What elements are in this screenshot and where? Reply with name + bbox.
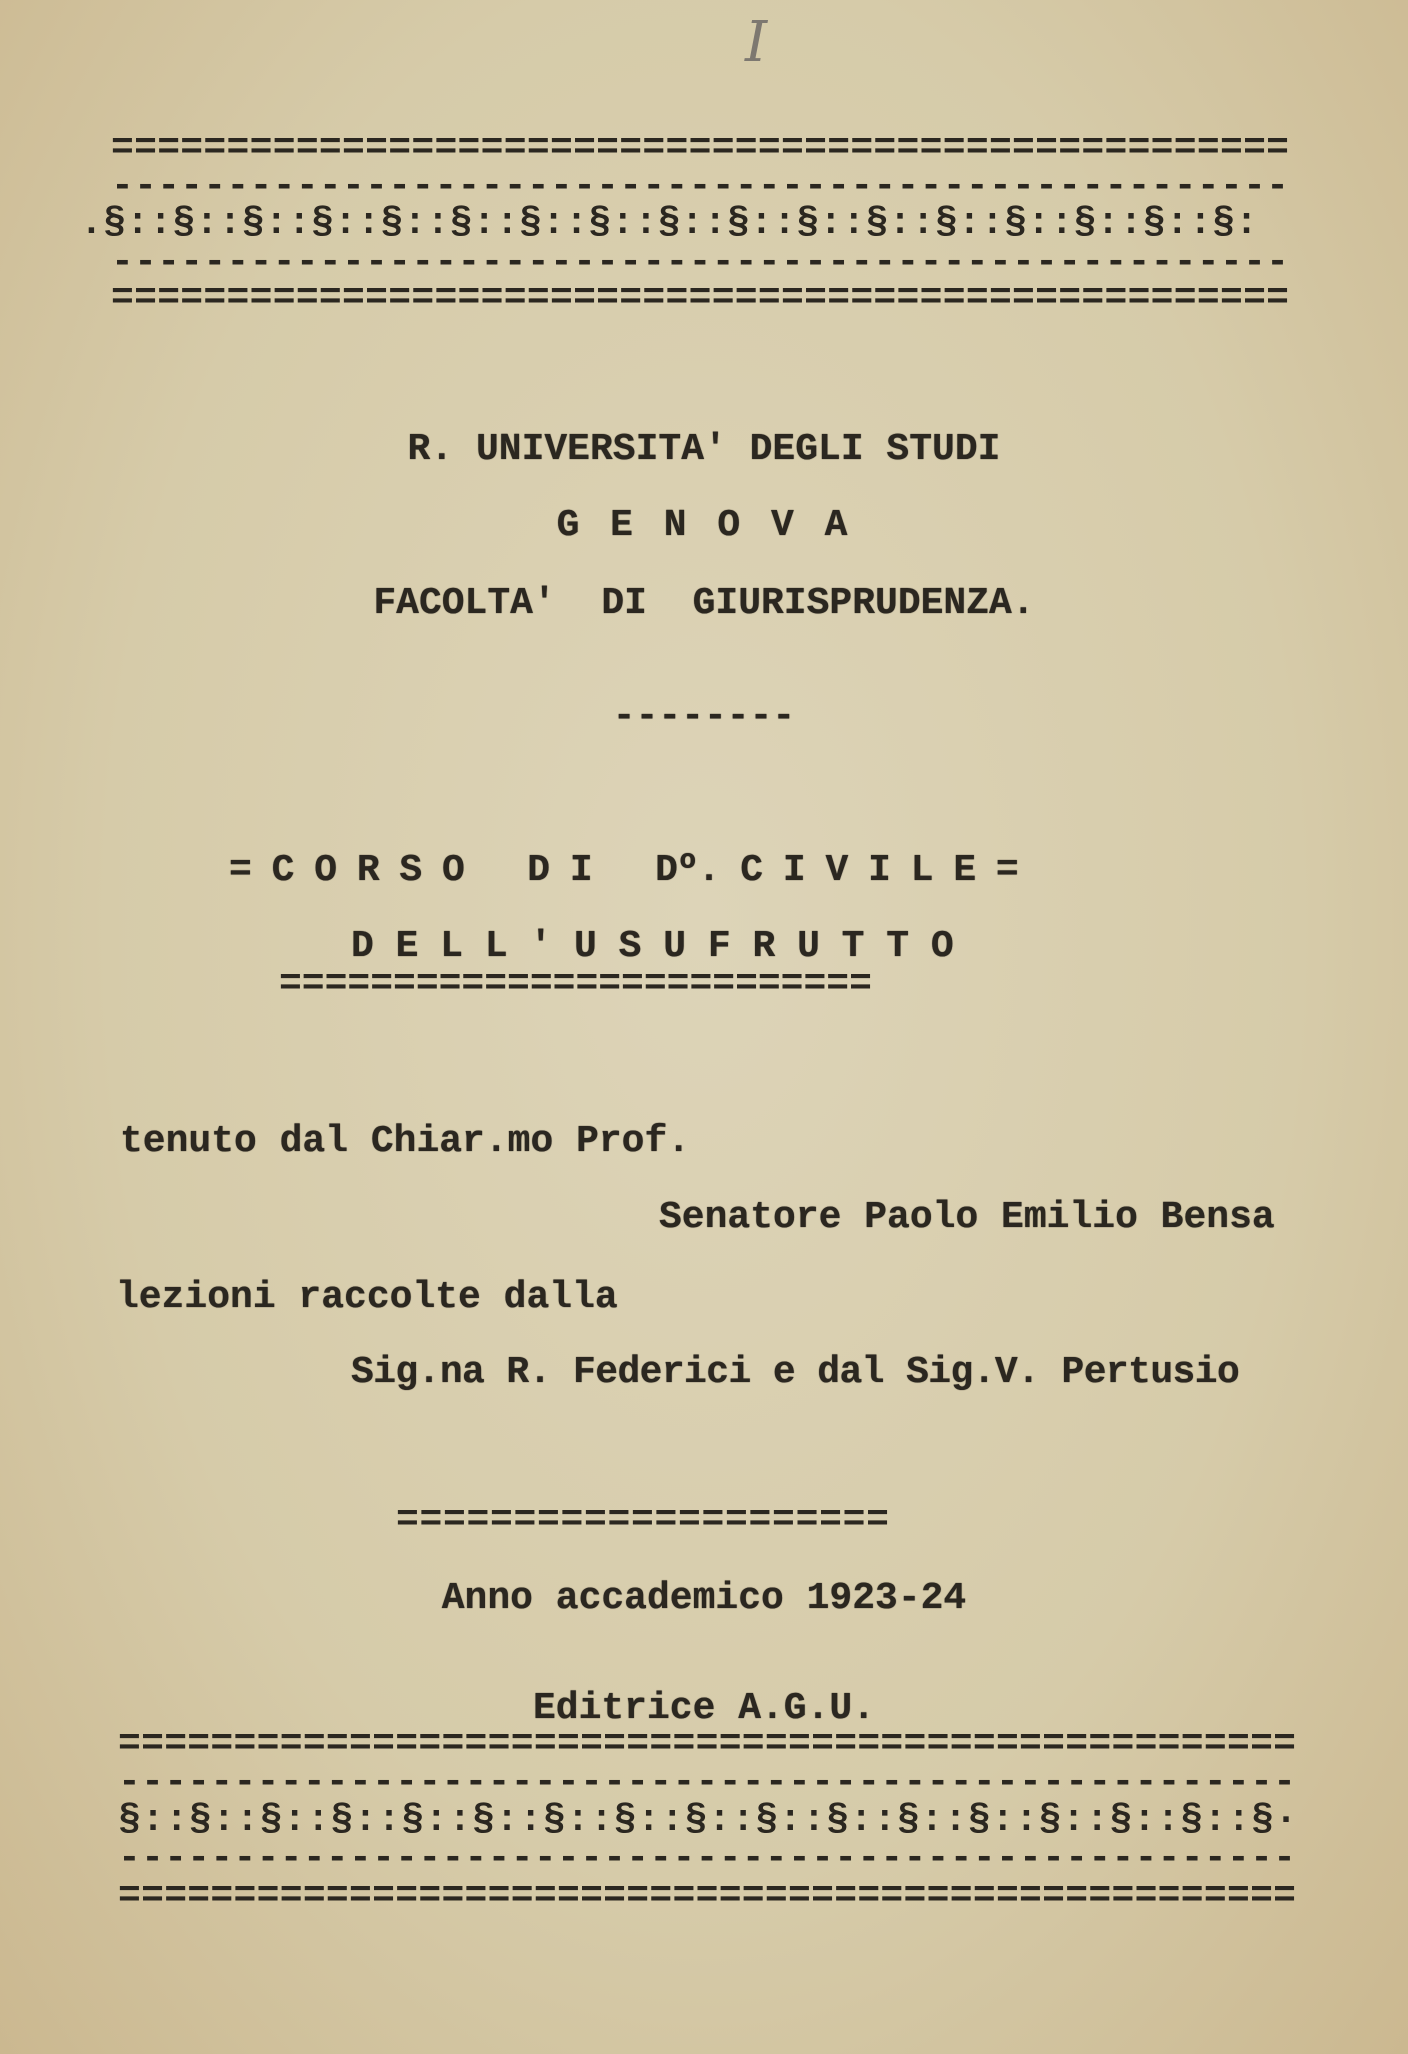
border-row: =================================================== (118, 1875, 1297, 1918)
border-row: --------------------------------------------------- (118, 1761, 1297, 1804)
collectors-names: Sig.na R. Federici e dal Sig.V. Pertusio (351, 1351, 1240, 1394)
border-row: .§::§::§::§::§::§::§::§::§::§::§::§::§::§::§::§::§: (80, 202, 1259, 245)
credits-line: lezioni raccolte dalla (116, 1276, 618, 1319)
publisher: Editrice A.G.U. (532, 1687, 876, 1730)
border-row: §::§::§::§::§::§::§::§::§::§::§::§::§::§::§::§::§· (118, 1799, 1299, 1842)
faculty: FACOLTA' DI GIURISPRUDENZA. (373, 582, 1035, 625)
footer-separator: ===================== (396, 1499, 890, 1542)
university-name: R. UNIVERSITA' DEGLI STUDI (407, 428, 1001, 471)
border-row: =================================================== (118, 1723, 1297, 1766)
professor-name: Senatore Paolo Emilio Bensa (659, 1196, 1275, 1239)
academic-year: Anno accademico 1923-24 (441, 1577, 967, 1620)
border-row: --------------------------------------------------- (111, 241, 1290, 284)
course-title: = C O R S O D I Dº. C I V I L E = (229, 849, 1018, 892)
city: G E N O V A (556, 504, 852, 547)
credits-line: tenuto dal Chiar.mo Prof. (120, 1120, 691, 1163)
border-row: --------------------------------------------------- (111, 165, 1290, 208)
border-row: =================================================== (111, 127, 1290, 170)
border-row: =================================================== (111, 277, 1290, 320)
page-number-mark: I (745, 10, 768, 75)
header-separator: -------- (612, 695, 796, 738)
border-row: --------------------------------------------------- (118, 1837, 1297, 1880)
course-subject: D E L L ' U S U F R U T T O (351, 925, 954, 968)
subject-underline: ========================== (279, 963, 872, 1006)
